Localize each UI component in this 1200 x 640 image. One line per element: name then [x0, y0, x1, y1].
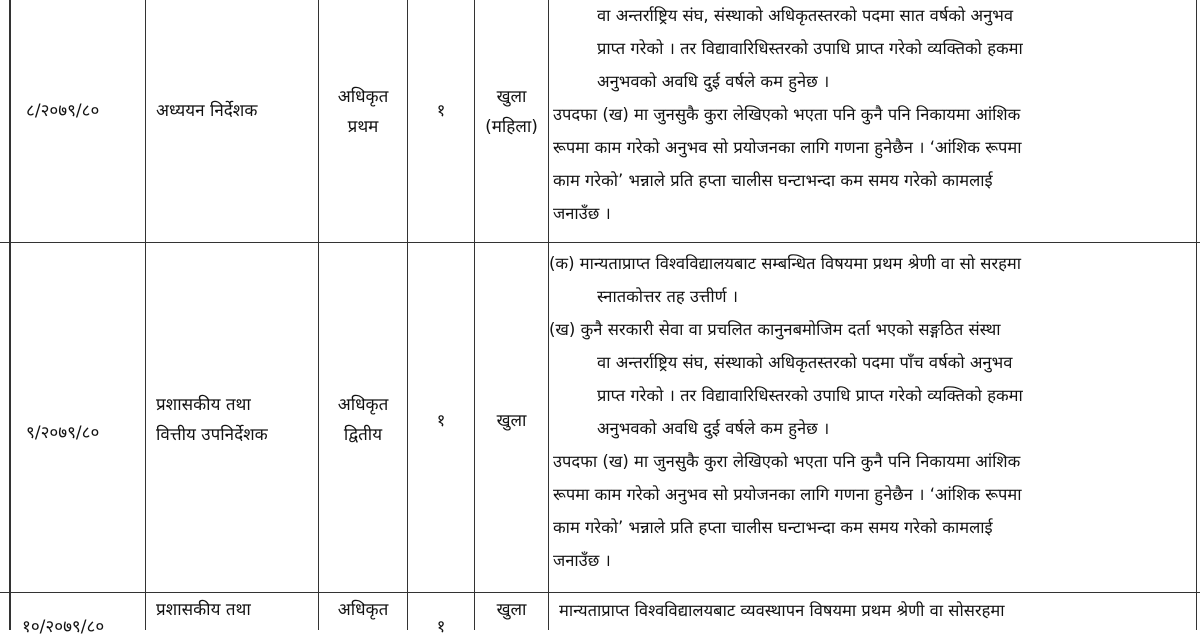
- qualification-line: प्राप्त गरेको । तर विद्यावारिधिस्तरको उपाधि प्राप्त गरेको व्यक्तिको हकमा: [597, 39, 1023, 58]
- qualification-text: [553, 594, 1193, 627]
- post-code: १०/२०७९/८०: [22, 617, 105, 637]
- post-count: १: [436, 101, 446, 121]
- post-count: १: [436, 411, 446, 431]
- qualification-line: अनुभवको अवधि दुई वर्षले कम हुनेछ ।: [597, 72, 830, 91]
- qualification-text: [553, 0, 1193, 230]
- qualification-line: उपदफा (ख) मा जुनसुकै कुरा लेखिएको भएता पनि कुनै पनि निकायमा आंशिक: [553, 452, 1021, 471]
- quota-type: खुला: [496, 87, 527, 107]
- qualification-line: काम गरेको’ भन्नाले प्रति हप्ता चालीस घन्टाभन्दा कम समय गरेको कामलाई: [553, 518, 993, 537]
- row-divider: [0, 242, 1200, 243]
- service-level: अधिकृत: [337, 395, 389, 415]
- post-title: प्रशासकीय तथा: [156, 395, 251, 415]
- qualification-line: रूपमा काम गरेको अनुभव सो प्रयोजनका लागि गणना हुनेछैन । ‘आंशिक रूपमा: [553, 485, 1022, 504]
- qualification-line: रूपमा काम गरेको अनुभव सो प्रयोजनका लागि गणना हुनेछैन । ‘आंशिक रूपमा: [553, 138, 1022, 157]
- qualification-line: काम गरेको’ भन्नाले प्रति हप्ता चालीस घन्टाभन्दा कम समय गरेको कामलाई: [553, 171, 993, 190]
- quota-subtype: (महिला): [485, 117, 538, 137]
- column-divider: [145, 0, 146, 630]
- service-class: द्वितीय: [343, 425, 383, 445]
- qualification-line: मान्यताप्राप्त विश्वविद्यालयबाट व्यवस्थापन विषयमा प्रथम श्रेणी वा सोसरहमा: [559, 601, 1005, 620]
- column-divider: [407, 0, 408, 630]
- service-class: प्रथम: [347, 117, 379, 137]
- quota-type: खुला: [496, 600, 527, 620]
- qualification-line: अनुभवको अवधि दुई वर्षले कम हुनेछ ।: [597, 419, 830, 438]
- qualification-line: वा अन्तर्राष्ट्रिय संघ, संस्थाको अधिकृतस्तरको पदमा पाँच वर्षको अनुभव: [597, 353, 1013, 372]
- qualification-line: जनाउँछ ।: [553, 551, 611, 570]
- qualification-line: स्नातकोत्तर तह उत्तीर्ण ।: [597, 287, 739, 306]
- post-title: वित्तीय उपनिर्देशक: [156, 425, 268, 445]
- table-right-border: [1196, 0, 1197, 630]
- qualification-line: जनाउँछ ।: [553, 204, 611, 223]
- qualification-line: (ख) कुनै सरकारी सेवा वा प्रचलित कानुनबमोजिम दर्ता भएको सङ्गठित संस्था: [549, 320, 1001, 339]
- service-level: अधिकृत: [337, 600, 389, 620]
- post-count: १: [436, 617, 446, 637]
- qualification-text: [549, 247, 1193, 577]
- post-code: ८/२०७९/८०: [26, 101, 100, 121]
- post-title: अध्ययन निर्देशक: [156, 101, 258, 121]
- qualification-line: वा अन्तर्राष्ट्रिय संघ, संस्थाको अधिकृतस्तरको पदमा सात वर्षको अनुभव: [597, 6, 1014, 25]
- post-title: प्रशासकीय तथा: [156, 600, 251, 620]
- service-level: अधिकृत: [337, 87, 389, 107]
- qualification-line: प्राप्त गरेको । तर विद्यावारिधिस्तरको उपाधि प्राप्त गरेको व्यक्तिको हकमा: [597, 386, 1023, 405]
- table-left-border: [9, 0, 11, 630]
- qualification-line: (क) मान्यताप्राप्त विश्वविद्यालयबाट सम्बन्धित विषयमा प्रथम श्रेणी वा सो सरहमा: [549, 254, 1022, 273]
- post-code: ९/२०७९/८०: [26, 423, 100, 443]
- row-divider: [0, 592, 1200, 593]
- qualification-line: उपदफा (ख) मा जुनसुकै कुरा लेखिएको भएता पनि कुनै पनि निकायमा आंशिक: [553, 105, 1021, 124]
- quota-type: खुला: [496, 411, 527, 431]
